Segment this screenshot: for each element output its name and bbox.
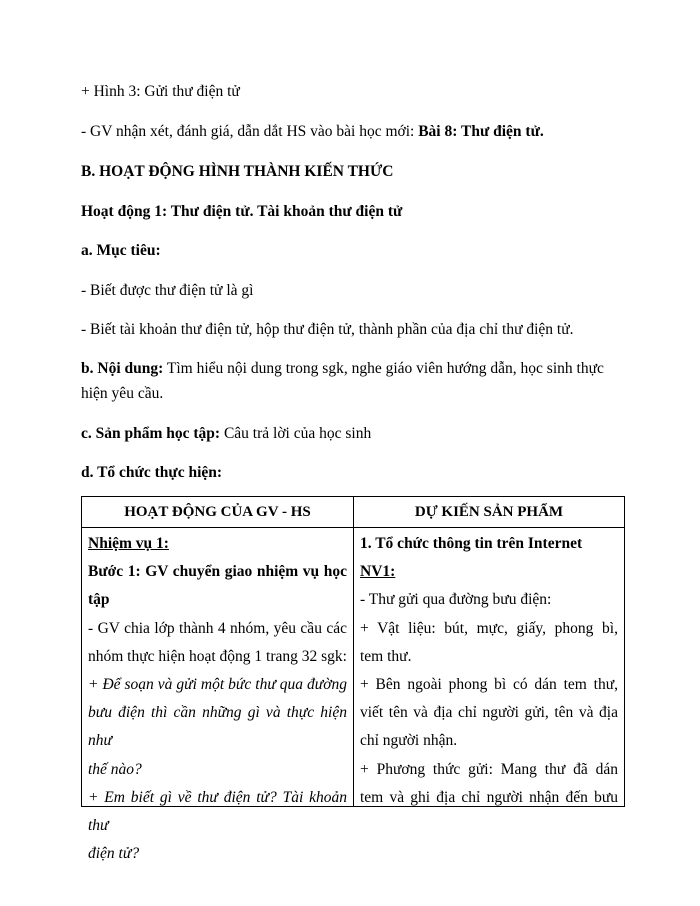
product-line: viết tên và địa chỉ người gửi, tên và địa <box>360 704 618 722</box>
activities-cell <box>82 528 354 863</box>
activity-title: Hoạt động 1: Thư điện tử. Tài khoản thư điện tử <box>81 203 403 220</box>
content-label: b. Nội dung: <box>81 360 164 377</box>
goal-heading: a. Mục tiêu: <box>81 242 161 259</box>
product-line: tem thư. <box>360 647 412 665</box>
step-title-cont: tập <box>88 591 110 609</box>
question-cont: thế nào? <box>88 760 142 778</box>
task-label: Nhiệm vụ 1: <box>88 535 169 552</box>
activity-table <box>81 496 625 863</box>
goal-item: - Biết tài khoản thư điện tử, hộp thư điện tử, thành phần của địa chỉ thư điện tử. <box>81 321 574 338</box>
content-text: Tìm hiểu nội dung trong sgk, nghe giáo viên hướng dẫn, học sinh thực <box>163 360 604 377</box>
products-cell <box>354 528 625 807</box>
product-line: - Thư gửi qua đường bưu điện: <box>360 591 552 609</box>
product-line: + Phương thức gửi: Mang thư đã dán <box>360 760 618 778</box>
goal-item: - Biết được thư điện tử là gì <box>81 282 254 299</box>
instruction-cont: nhóm thực hiện hoạt động 1 trang 32 sgk: <box>88 647 347 665</box>
gv-comment <box>81 122 544 142</box>
product-title: 1. Tổ chức thông tin trên Internet <box>360 535 583 552</box>
product-line: chỉ người nhận. <box>360 732 458 750</box>
section-heading: B. HOẠT ĐỘNG HÌNH THÀNH KIẾN THỨC <box>81 163 394 180</box>
gv-comment-text: - GV nhận xét, đánh giá, dẫn dắt HS vào bài học mới: <box>81 123 419 140</box>
product-line: tem và ghi địa chỉ người nhận đến bưu <box>360 788 618 806</box>
step-title: Bước 1: GV chuyển giao nhiệm vụ học <box>88 563 347 581</box>
table-header-row <box>82 497 625 528</box>
lesson-title: Bài 8: Thư điện tử. <box>418 123 544 140</box>
content-paragraph <box>81 359 604 379</box>
question: + Em biết gì về thư điện tử? Tài khoản thư <box>88 788 347 835</box>
product-line: + Bên ngoài phong bì có dán tem thư, <box>360 676 618 694</box>
figure-caption: + Hình 3: Gửi thư điện tử <box>81 83 240 100</box>
org-heading: d. Tổ chức thực hiện: <box>81 464 223 481</box>
content-text-cont: hiện yêu cầu. <box>81 385 164 402</box>
nv-label: NV1: <box>360 563 396 581</box>
question: + Để soạn và gửi một bức thư qua đường <box>88 676 347 694</box>
col-header-products: DỰ KIẾN SẢN PHẨM <box>354 497 625 528</box>
question-cont: bưu điện thì cần những gì và thực hiện như <box>88 704 347 750</box>
instruction: - GV chia lớp thành 4 nhóm, yêu cầu các <box>88 619 347 637</box>
question-cont: điện tử? <box>88 845 140 863</box>
product-label: c. Sản phẩm học tập: <box>81 425 221 442</box>
col-header-activities: HOẠT ĐỘNG CỦA GV - HS <box>82 497 354 528</box>
product-line: + Vật liệu: bút, mực, giấy, phong bì, <box>360 619 618 637</box>
table-row <box>82 528 625 807</box>
product-paragraph <box>81 424 371 444</box>
product-text: Câu trả lời của học sinh <box>220 425 372 442</box>
